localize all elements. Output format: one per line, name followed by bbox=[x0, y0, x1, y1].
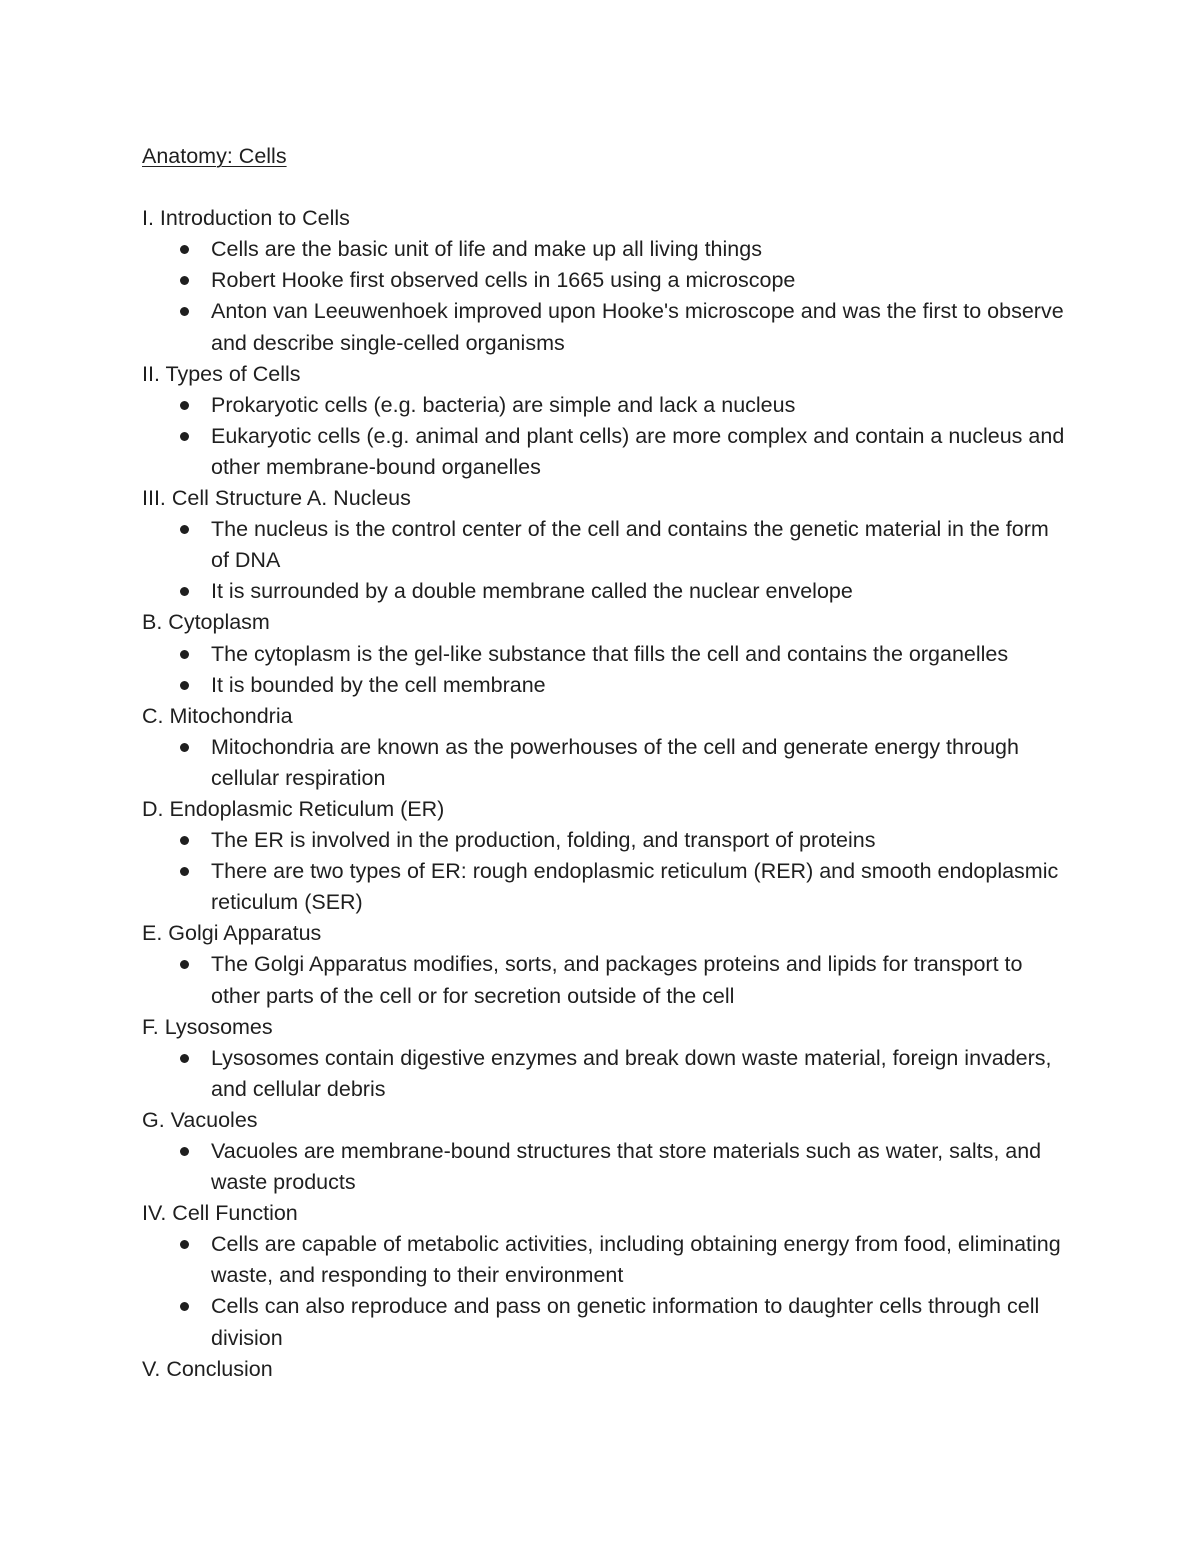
bullet-icon bbox=[180, 1302, 189, 1311]
bullet-list bbox=[142, 1136, 1072, 1198]
bullet-icon bbox=[180, 681, 189, 690]
bullet-icon bbox=[180, 650, 189, 659]
bullet-icon bbox=[180, 1054, 189, 1063]
section-heading: D. Endoplasmic Reticulum (ER) bbox=[142, 796, 445, 821]
bullet-text: Vacuoles are membrane-bound structures that store materials such as water, salts, and waste products bbox=[211, 1139, 1042, 1195]
bullet-text: Cells are the basic unit of life and make up all living things bbox=[211, 237, 762, 262]
bullet-icon bbox=[180, 867, 189, 876]
bullet-icon bbox=[180, 836, 189, 845]
section-heading: III. Cell Structure A. Nucleus bbox=[142, 486, 411, 511]
bullet-icon bbox=[180, 432, 189, 441]
list-item bbox=[142, 265, 1072, 296]
bullet-text: The nucleus is the control center of the cell and contains the genetic material in the form of DNA bbox=[211, 517, 1049, 573]
list-item bbox=[142, 1229, 1072, 1291]
section-heading: B. Cytoplasm bbox=[142, 610, 270, 635]
bullet-list bbox=[142, 1043, 1072, 1105]
bullet-list bbox=[142, 639, 1072, 701]
document-page bbox=[142, 141, 1072, 1385]
list-item bbox=[142, 825, 1072, 856]
bullet-text: Mitochondria are known as the powerhouses of the cell and generate energy through cellular respiration bbox=[211, 734, 1019, 790]
bullet-list bbox=[142, 1229, 1072, 1353]
list-item bbox=[142, 670, 1072, 701]
bullet-icon bbox=[180, 525, 189, 534]
bullet-text: There are two types of ER: rough endoplasmic reticulum (RER) and smooth endoplasmic reticulum (SER) bbox=[211, 859, 1059, 915]
list-item bbox=[142, 949, 1072, 1011]
bullet-list bbox=[142, 949, 1072, 1011]
bullet-icon bbox=[180, 1147, 189, 1156]
bullet-list bbox=[142, 825, 1072, 918]
bullet-text: The cytoplasm is the gel-like substance that fills the cell and contains the organelles bbox=[211, 641, 1009, 666]
bullet-icon bbox=[180, 245, 189, 254]
list-item bbox=[142, 576, 1072, 607]
bullet-icon bbox=[180, 743, 189, 752]
bullet-list bbox=[142, 234, 1072, 358]
bullet-list bbox=[142, 390, 1072, 483]
list-item bbox=[142, 234, 1072, 265]
outline-sections bbox=[142, 203, 1072, 1385]
section-heading: F. Lysosomes bbox=[142, 1014, 273, 1039]
bullet-text: Prokaryotic cells (e.g. bacteria) are simple and lack a nucleus bbox=[211, 392, 796, 417]
list-item bbox=[142, 421, 1072, 483]
list-item bbox=[142, 296, 1072, 358]
document-title: Anatomy: Cells bbox=[142, 144, 287, 168]
bullet-icon bbox=[180, 401, 189, 410]
bullet-text: It is surrounded by a double membrane called the nuclear envelope bbox=[211, 579, 853, 604]
list-item bbox=[142, 1136, 1072, 1198]
bullet-text: Robert Hooke first observed cells in 1665 using a microscope bbox=[211, 268, 796, 293]
bullet-icon bbox=[180, 587, 189, 596]
bullet-text: The ER is involved in the production, folding, and transport of proteins bbox=[211, 828, 876, 853]
section-heading: IV. Cell Function bbox=[142, 1201, 298, 1226]
bullet-text: Cells can also reproduce and pass on genetic information to daughter cells through cell division bbox=[211, 1294, 1040, 1350]
bullet-text: The Golgi Apparatus modifies, sorts, and packages proteins and lipids for transport to other parts of the cell or for secretion outside of the cell bbox=[211, 952, 1023, 1008]
bullet-text: Cells are capable of metabolic activities, including obtaining energy from food, eliminating waste, and responding to their environment bbox=[211, 1232, 1061, 1288]
section-heading: I. Introduction to Cells bbox=[142, 206, 350, 231]
list-item bbox=[142, 390, 1072, 421]
section-heading: G. Vacuoles bbox=[142, 1107, 258, 1132]
section-heading: V. Conclusion bbox=[142, 1356, 273, 1381]
list-item bbox=[142, 1043, 1072, 1105]
list-item bbox=[142, 732, 1072, 794]
bullet-icon bbox=[180, 307, 189, 316]
bullet-text: Lysosomes contain digestive enzymes and break down waste material, foreign invaders, and cellular debris bbox=[211, 1045, 1052, 1101]
list-item bbox=[142, 514, 1072, 576]
list-item bbox=[142, 639, 1072, 670]
section-heading: E. Golgi Apparatus bbox=[142, 921, 322, 946]
bullet-icon bbox=[180, 276, 189, 285]
bullet-text: Eukaryotic cells (e.g. animal and plant cells) are more complex and contain a nucleus and other membrane-bound organelles bbox=[211, 423, 1065, 479]
section-heading: C. Mitochondria bbox=[142, 703, 293, 728]
bullet-icon bbox=[180, 1240, 189, 1249]
bullet-list bbox=[142, 514, 1072, 607]
bullet-text: Anton van Leeuwenhoek improved upon Hooke's microscope and was the first to observe and describe single-celled organisms bbox=[211, 299, 1064, 355]
bullet-list bbox=[142, 732, 1072, 794]
section-heading: II. Types of Cells bbox=[142, 361, 301, 386]
bullet-icon bbox=[180, 960, 189, 969]
bullet-text: It is bounded by the cell membrane bbox=[211, 672, 546, 697]
spacer bbox=[142, 172, 1072, 203]
list-item bbox=[142, 856, 1072, 918]
list-item bbox=[142, 1291, 1072, 1353]
